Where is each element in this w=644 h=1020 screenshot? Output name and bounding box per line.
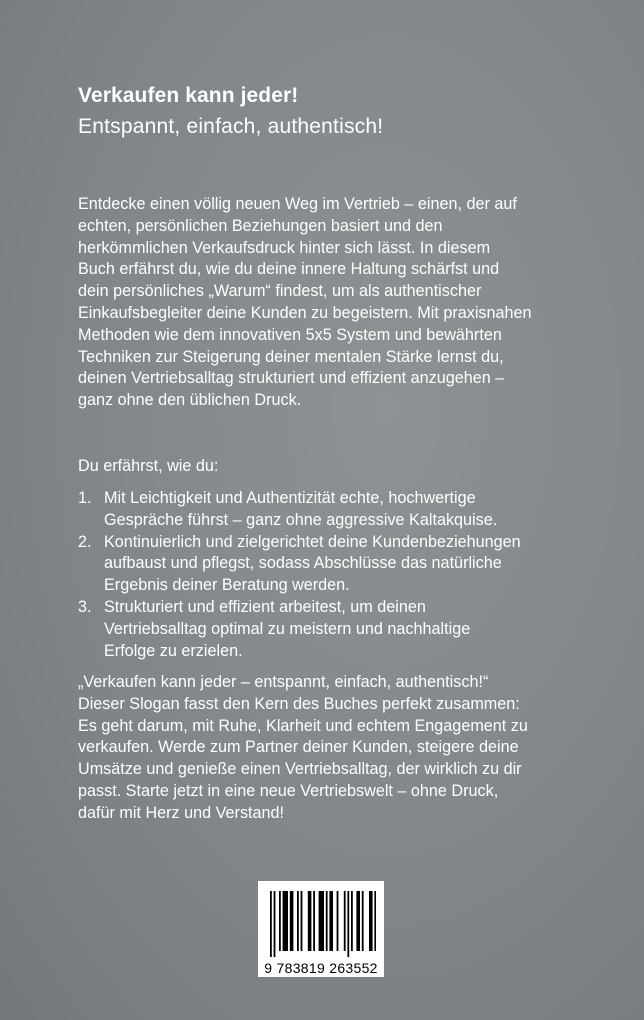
barcode-bar	[308, 891, 312, 951]
list-item	[78, 532, 521, 597]
list-item	[78, 597, 521, 662]
barcode-bar	[270, 891, 272, 957]
barcode-bar	[329, 891, 333, 951]
benefits-list	[78, 488, 521, 662]
barcode-bar	[356, 891, 360, 951]
book-subtitle: Entspannt, einfach, authentisch!	[78, 115, 384, 138]
text-line: Erfolge zu erzielen.	[104, 641, 243, 660]
text-line: Ergebnis deiner Beratung werden.	[104, 576, 350, 595]
text-line: ganz ohne den üblichen Druck.	[78, 391, 302, 410]
barcode-bar	[283, 891, 288, 951]
text-line: „Verkaufen kann jeder – entspannt, einfach, authentisch!“	[78, 673, 489, 691]
barcode-bar	[374, 891, 376, 951]
outro-paragraph	[78, 672, 528, 825]
barcode-bars	[268, 891, 376, 957]
text-line: Buch erfährst du, wie du deine innere Haltung schärfst und	[78, 260, 500, 279]
text-line: Entdecke einen völlig neuen Weg im Vertrieb – einen, der auf	[78, 195, 517, 213]
isbn-barcode	[258, 881, 384, 977]
barcode-bar	[326, 891, 328, 951]
barcode-bar	[290, 891, 294, 951]
list-number: 1.	[78, 489, 92, 507]
list-item	[78, 488, 521, 532]
text-line: aufbaust und pflegst, sodass Abschlüsse das natürliche	[104, 554, 502, 573]
text-line: dein persönliches „Warum“ findest, um als authentischer	[78, 282, 482, 301]
barcode-bar	[279, 891, 281, 951]
barcode-bar	[297, 891, 299, 951]
barcode-bar	[369, 891, 373, 951]
text-line: Methoden wie dem innovativen 5x5 System und bewährten	[78, 325, 502, 344]
text-line: Techniken zur Steigerung deiner mentalen Stärke lernst du,	[78, 347, 504, 366]
barcode-bar	[344, 891, 346, 951]
text-line: Es geht darum, mit Ruhe, Klarheit und echtem Engagement zu	[78, 716, 528, 735]
text-line: Gespräche führst – ganz ohne aggressive Kaltakquise.	[104, 510, 498, 529]
text-line: deinen Vertriebsalltag strukturiert und effizient anzugehen –	[78, 369, 505, 388]
barcode-bar	[337, 891, 339, 951]
text-line: herkömmlichen Verkaufsdruck hinter sich lässt. In diesem	[78, 238, 491, 257]
text-line: Kontinuierlich und zielgerichtet deine Kundenbeziehungen	[104, 532, 521, 551]
text-line: verkaufen. Werde zum Partner deiner Kunden, steigere deine	[78, 738, 519, 757]
list-number: 2.	[78, 532, 92, 551]
isbn-number: 9 783819 263552	[264, 960, 378, 976]
barcode-bar	[313, 891, 315, 951]
barcode-bar	[362, 891, 364, 951]
text-line: Einkaufsbegleiter deine Kunden zu begeistern. Mit praxisnahen	[78, 303, 532, 322]
book-title: Verkaufen kann jeder!	[78, 84, 299, 107]
text-line: Umsätze und genieße einen Vertriebsalltag, der wirklich zu dir	[78, 760, 522, 779]
text-line: Dieser Slogan fasst den Kern des Buches perfekt zusammen:	[78, 694, 520, 713]
text-line: dafür mit Herz und Verstand!	[78, 803, 285, 822]
barcode-bar	[347, 891, 349, 957]
text-line: Strukturiert und effizient arbeitest, um deinen	[104, 597, 426, 616]
barcode-bar	[351, 891, 353, 951]
text-line: Vertriebsalltag optimal zu meistern und nachhaltige	[104, 619, 471, 638]
barcode-bar	[274, 891, 276, 957]
barcode-bar	[319, 891, 324, 951]
text-line: Mit Leichtigkeit und Authentizität echte, hochwertige	[104, 489, 476, 507]
intro-paragraph	[78, 194, 532, 412]
list-intro: Du erfährst, wie du:	[78, 457, 219, 475]
text-line: echten, persönlichen Beziehungen basiert und den	[78, 216, 443, 235]
barcode-bar	[301, 891, 303, 951]
text-line: passt. Starte jetzt in eine neue Vertriebswelt – ohne Druck,	[78, 781, 499, 800]
list-number: 3.	[78, 597, 92, 616]
